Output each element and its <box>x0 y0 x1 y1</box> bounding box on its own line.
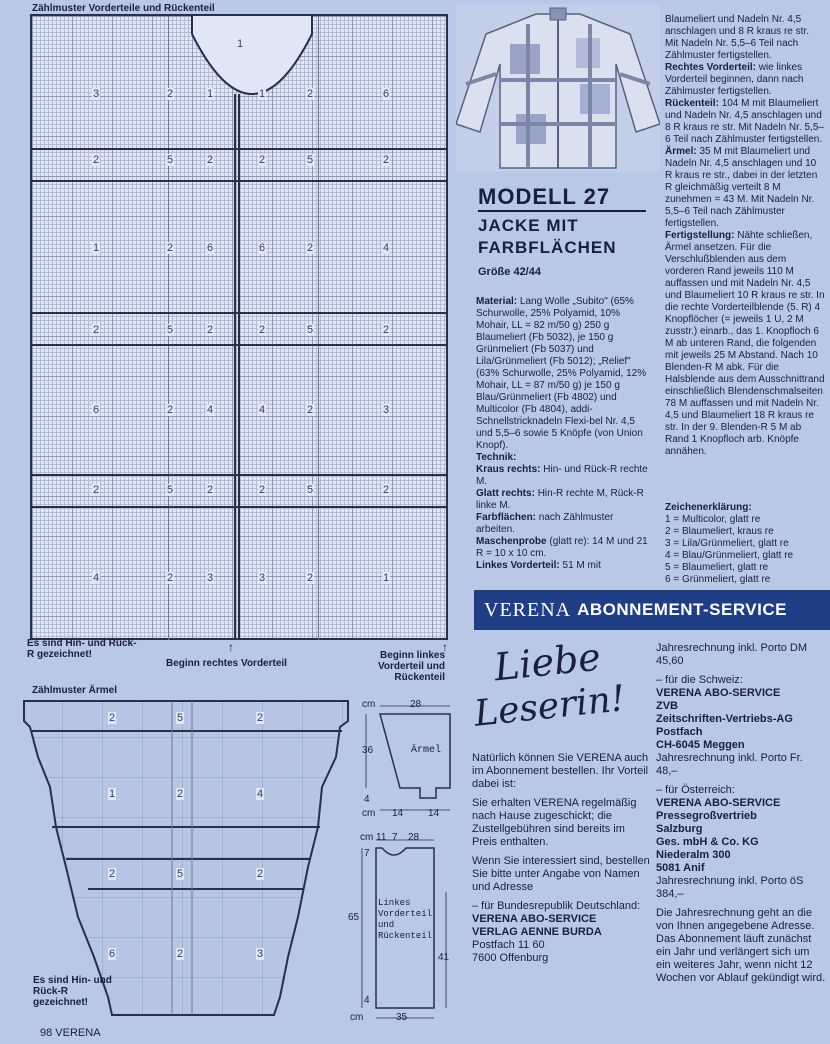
legend: Zeichenerklärung: 1 = Multicolor, glatt re 2 = Blaumeliert, kraus re 3 = Lila/Grünmeliert, glatt re 4 = Blau/Grünmeliert, glatt re 5 = Blaumeliert, glatt re 6 = Grünmeliert, glatt re <box>665 502 825 586</box>
dim-unit: cm <box>362 699 376 710</box>
grid-number: 2 <box>259 324 266 336</box>
grid-number: 5 <box>177 868 184 880</box>
grid-number: 5 <box>307 324 314 336</box>
begin-right-front: Beginn rechtes Vorderteil <box>166 658 287 669</box>
dim-sleeve-top: 28 <box>410 699 422 710</box>
grid-number: 4 <box>259 404 266 416</box>
grid-number: 5 <box>167 484 174 496</box>
dim-body-small: 4 <box>364 995 370 1006</box>
grid-number: 4 <box>93 572 100 584</box>
dim-unit: cm <box>360 832 374 843</box>
body-schematic-label: Linkes Vorderteil und Rückenteil <box>378 898 433 941</box>
page-footer: 98 VERENA <box>40 1027 101 1039</box>
dim-sleeve-bottom-b: 14 <box>428 808 440 819</box>
dim-body-inner: 41 <box>438 952 450 963</box>
script-leserin: Leserin! <box>472 678 628 735</box>
row-divider <box>32 506 446 508</box>
grid-number: 2 <box>167 242 174 254</box>
dim-sleeve-bottom-a: 14 <box>392 808 404 819</box>
grid-number: 2 <box>383 324 390 336</box>
dim-body-top-a: 11 <box>376 832 387 843</box>
begin-left-front-back: Beginn linkes Vorderteil und Rückenteil <box>377 650 445 683</box>
grid-number: 1 <box>237 38 244 50</box>
neckline-shape <box>182 14 322 104</box>
legend-entry: 6 = Grünmeliert, glatt re <box>665 574 771 585</box>
grid-number: 5 <box>307 154 314 166</box>
abo-banner <box>474 590 830 630</box>
dim-body-bottom: 35 <box>396 1012 408 1023</box>
grid-number: 4 <box>257 788 264 800</box>
legend-entry: 4 = Blau/Grünmeliert, glatt re <box>665 550 794 561</box>
grid-number: 2 <box>93 324 100 336</box>
sleeve-chart-title: Zählmuster Ärmel <box>32 685 118 696</box>
grid-number: 2 <box>167 572 174 584</box>
row-divider <box>32 474 446 476</box>
legend-entry: 2 = Blaumeliert, kraus re <box>665 526 774 537</box>
grid-number: 1 <box>109 788 116 800</box>
dim-unit: cm <box>362 808 376 819</box>
grid-number: 5 <box>167 154 174 166</box>
grid-number: 5 <box>307 484 314 496</box>
grid-number: 2 <box>207 324 214 336</box>
grid-number: 3 <box>383 404 390 416</box>
grid-number: 3 <box>207 572 214 584</box>
dim-sleeve-height: 36 <box>362 745 374 756</box>
grid-number: 1 <box>259 88 266 100</box>
legend-entry: 5 = Blaumeliert, glatt re <box>665 562 769 573</box>
grid-number: 2 <box>307 572 314 584</box>
banner-brand: VERENA <box>484 598 572 621</box>
grid-number: 5 <box>167 324 174 336</box>
ad-right-text: Jahresrechnung inkl. Porto DM 45,60 – für die Schweiz: VERENA ABO-SERVICE ZVB Zeitschriften-Vertriebs-AG Postfach CH-6045 Meggen Jahresrechnung inkl. Porto Fr. 48,– – für Österreich: VERENA ABO-SERVICE Pressegroßvertrieb Salzburg Ges. mbH & Co. KG Niederalm 300 5081 Anif Jahresrechnung inkl. Porto öS 384,– Die Jahresrechnung geht an die von Ihnen angegebene Adresse. Das Abonnement läuft zunächst ein Jahr und verlängert sich um ein weiteres Jahr, wenn nicht 12 Wochen vor Ablauf gekündigt wird. <box>656 642 826 984</box>
sleeve-label: Ärmel <box>411 745 442 756</box>
grid-number: 2 <box>109 712 116 724</box>
col-divider <box>318 16 319 640</box>
dim-body-top-b: 7 <box>392 832 398 843</box>
model-size: Größe 42/44 <box>478 266 541 278</box>
grid-number: 2 <box>259 154 266 166</box>
grid-number: 2 <box>383 484 390 496</box>
grid-number: 2 <box>307 88 314 100</box>
grid-number: 2 <box>307 242 314 254</box>
legend-entry: 3 = Lila/Grünmeliert, glatt re <box>665 538 789 549</box>
sleeve-schematic <box>360 698 460 820</box>
grid-number: 6 <box>207 242 214 254</box>
grid-number: 2 <box>177 788 184 800</box>
grid-number: 2 <box>307 404 314 416</box>
row-divider <box>32 180 446 182</box>
dim-unit: cm <box>350 1012 364 1023</box>
arrow-up-icon: ↑ <box>228 640 234 654</box>
front-split-line-2 <box>238 94 240 640</box>
grid-number: 2 <box>207 484 214 496</box>
grid-number: 4 <box>207 404 214 416</box>
body-knitting-chart <box>30 14 448 640</box>
grid-number: 2 <box>109 868 116 880</box>
grid-number: 2 <box>177 948 184 960</box>
grid-number: 2 <box>207 154 214 166</box>
grid-number: 2 <box>93 484 100 496</box>
grid-number: 3 <box>259 572 266 584</box>
sleeve-knitting-chart <box>22 697 352 1019</box>
row-divider <box>32 344 446 346</box>
grid-number: 6 <box>259 242 266 254</box>
grid-number: 2 <box>383 154 390 166</box>
grid-number: 6 <box>109 948 116 960</box>
jacket-illustration <box>456 4 660 172</box>
grid-number: 2 <box>257 868 264 880</box>
grid-number: 4 <box>383 242 390 254</box>
grid-number: 1 <box>383 572 390 584</box>
grid-number: 2 <box>167 404 174 416</box>
grid-number: 5 <box>177 712 184 724</box>
instructions-col2: Material: Lang Wolle „Subito" (65% Schurwolle, 25% Polyamid, 10% Mohair, LL = 82 m/50 g) 250 g Blaumeliert (Fb 5032), je 150 g Grünmeliert (Fb 5037) und Lila/Grünmeliert (Fb 5012); „Relief" (63% Schurwolle, 25% Polyamid, 12% Mohair, LL = 87 m/50 g) je 150 g Blau/Grünmeliert (Fb 4802) und Multicolor (Fb 4804), addi-Schnellstricknadeln Flexi-bel Nr. 4,5 und 5,5–6 sowie 5 Knöpfe (von Union Knopf). Technik: Kraus rechts: Hin- und Rück-R rechte M. Glatt rechts: Hin-R rechte M, Rück-R linke M. Farbflächen: nach Zählmuster arbeiten. Maschenprobe (glatt re): 14 M und 21 R = 10 x 10 cm. Linkes Vorderteil: 51 M mit <box>476 296 648 571</box>
grid-number: 6 <box>93 404 100 416</box>
model-title: MODELL 27 <box>478 184 646 212</box>
model-subtitle-1: JACKE MIT <box>478 216 579 235</box>
grid-number: 2 <box>93 154 100 166</box>
sleeve-rows-note: Es sind Hin- und Rück-R gezeichnet! <box>33 975 112 1008</box>
row-divider <box>32 148 446 150</box>
script-liebe: Liebe <box>491 634 603 690</box>
grid-number: 1 <box>207 88 214 100</box>
grid-number: 2 <box>259 484 266 496</box>
dim-body-height: 65 <box>348 912 360 923</box>
model-subtitle-2: FARBFLÄCHEN <box>478 238 617 257</box>
row-divider <box>32 312 446 314</box>
instructions-col3: Blaumeliert und Nadeln Nr. 4,5 anschlagen und 8 R kraus re str. Mit Nadeln Nr. 5,5–6 Teil nach Zählmuster fertigstellen. Rechtes Vorderteil: wie linkes Vorderteil beginnen, dann nach Zählmuster fertigstellen. Rückenteil: 104 M mit Blaumeliert und Nadeln Nr. 4,5 anschlagen und 8 R kraus re str. Mit Nadeln Nr. 5,5–6 Teil nach Zählmuster fertigstellen. Ärmel: 35 M mit Blaumeliert und Nadeln Nr. 4,5 anschlagen und 10 R kraus re str., dabei in der letzten R gleichmäßig verteilt 8 M zunehmen = 43 M. Mit Nadeln Nr. 5,5–6 Teil nach Zählmuster fertigstellen. Fertigstellung: Nähte schließen, Ärmel ansetzen. Für die Verschlußblenden aus dem vorderen Rand jeweils 110 M auffassen und mit Nadeln Nr. 4,5 und Blaumeliert 10 R kraus re str. In die rechte Vorderteilblende (5. R) 4 Knopflöcher (= jeweils 1 U, 2 M zusstr.) einarb., das 1. Knopfloch 6 M ab unteren Rand, die folgenden mit jeweils 25 M Abstand. Nach 10 Blenden-R M abk. Für die Halsblende aus dem Ausschnittrand einschließlich Blendenschmalseiten 78 M auffassen und mit Nadeln Nr. 4,5 und Blaumeliert 18 R kraus re str. In der 9. Blenden-R 5 M ab Rand 1 Knopfloch arb. Knöpfe annähen. <box>665 14 825 457</box>
grid-number: 3 <box>257 948 264 960</box>
dim-body-neck: 7 <box>364 848 370 859</box>
banner-service: ABONNEMENT-SERVICE <box>577 600 787 619</box>
rows-note: Es sind Hin- und Rück-R gezeichnet! <box>27 638 137 660</box>
legend-entry: 1 = Multicolor, glatt re <box>665 514 761 525</box>
grid-number: 2 <box>257 712 264 724</box>
ad-left-text: Natürlich können Sie VERENA auch im Abonnement bestellen. Ihr Vorteil dabei ist: Sie erhalten VERENA regelmäßig nach Hause zugeschickt; die Zustellgebühren sind bereits im Preis enthalten. Wenn Sie interessiert sind, bestellen Sie bitte unter Angabe von Namen und Adresse – für Bundesrepublik Deutschland: VERENA ABO-SERVICE VERLAG AENNE BURDA Postfach 11 60 7600 Offenburg <box>472 752 650 964</box>
grid-number: 1 <box>93 242 100 254</box>
grid-number: 3 <box>93 88 100 100</box>
grid-number: 2 <box>167 88 174 100</box>
dim-sleeve-small: 4 <box>364 794 370 805</box>
arrow-up-icon: ↑ <box>442 640 448 654</box>
dim-body-top-c: 28 <box>408 832 420 843</box>
front-split-line <box>234 94 236 640</box>
grid-number: 6 <box>383 88 390 100</box>
body-chart-title: Zählmuster Vorderteile und Rückenteil <box>32 3 215 14</box>
